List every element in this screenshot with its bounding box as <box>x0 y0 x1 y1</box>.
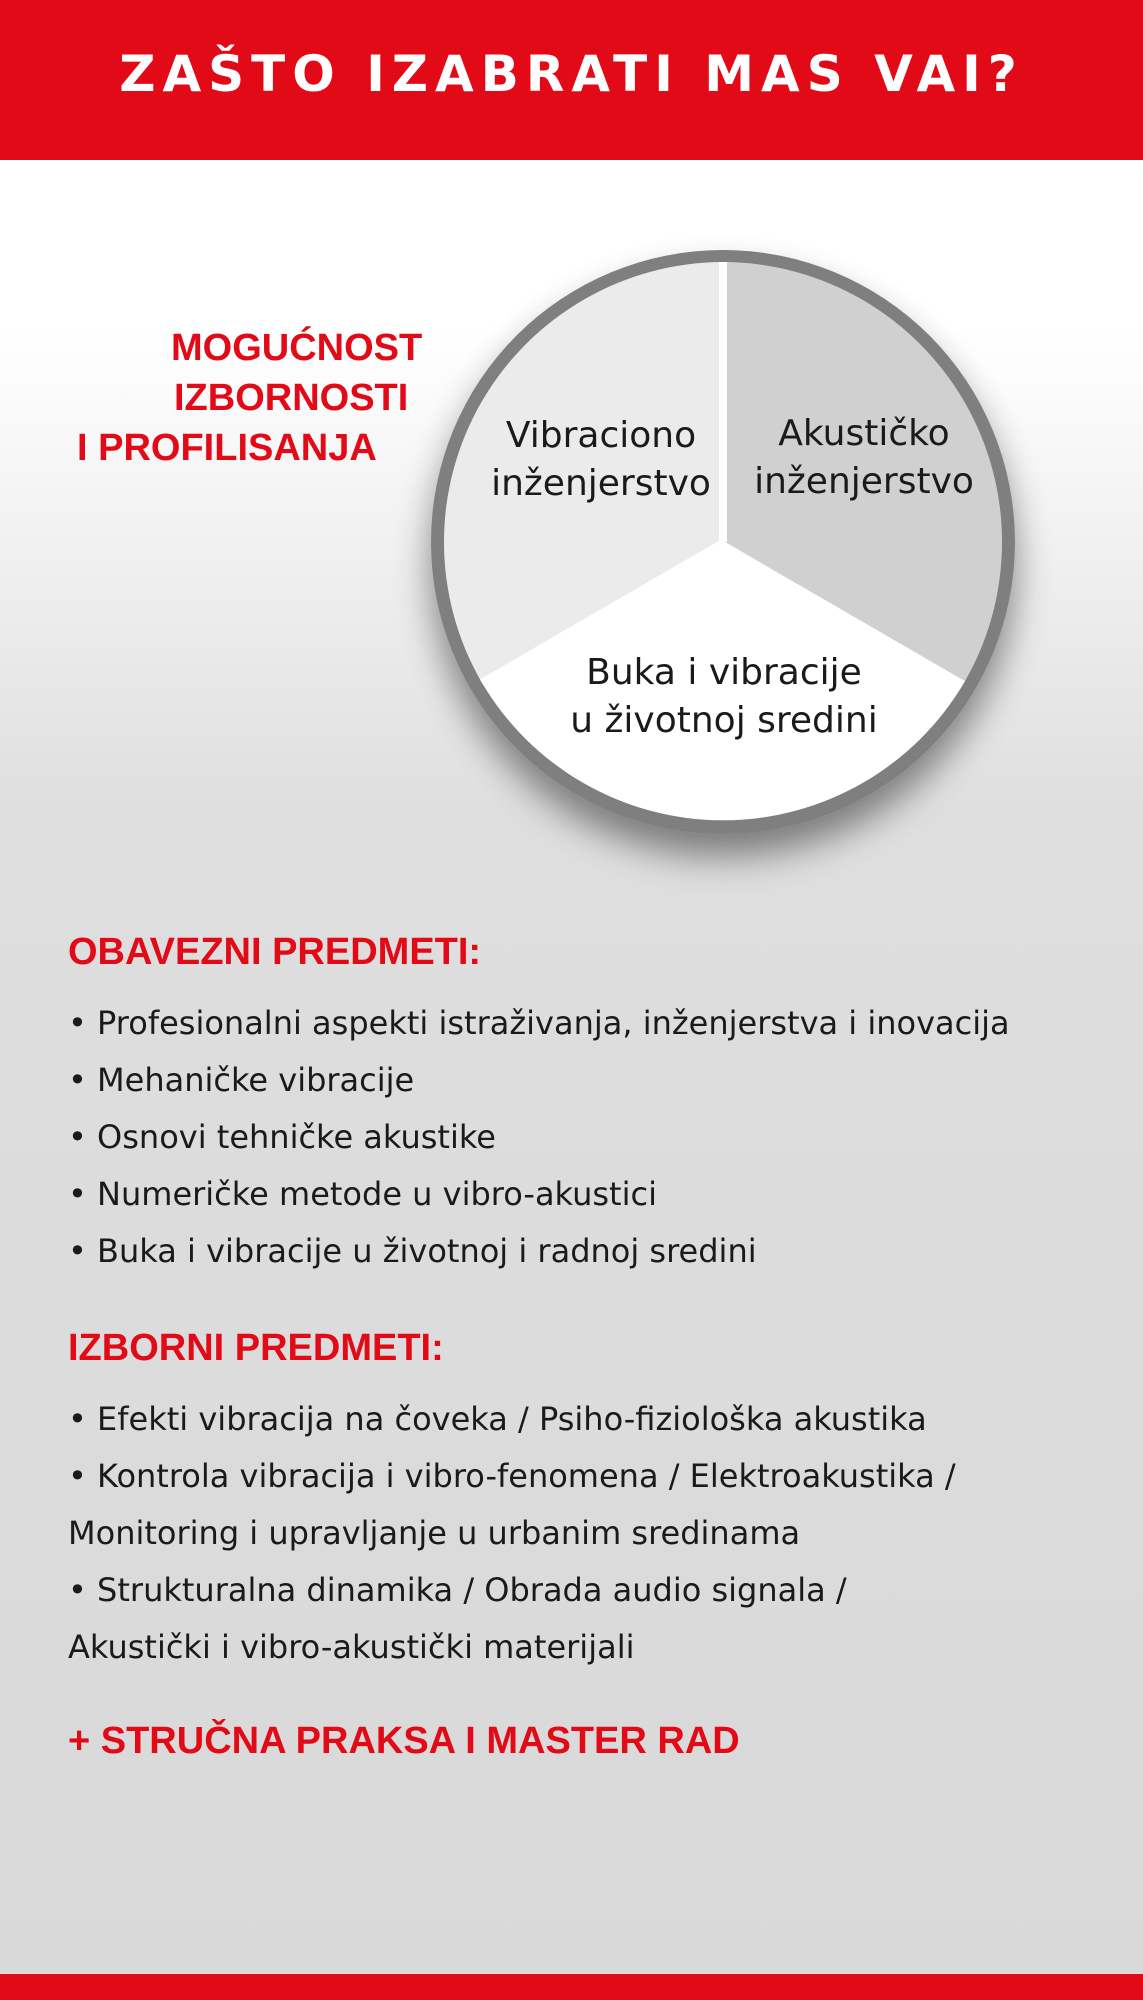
segment-label-akusticko-2: inženjerstvo <box>754 461 974 502</box>
profile-heading-line-2: IZBORNOSTI <box>174 377 409 419</box>
elective-course-item: • Kontrola vibracija i vibro-fenomena / Elektroakustika / <box>68 1457 956 1495</box>
mandatory-course-item: • Buka i vibracije u životnoj i radnoj sredini <box>68 1232 757 1270</box>
page-title: ZAŠTO IZABRATI MAS VAI? <box>119 45 1024 103</box>
segment-label-akusticko-1: Akustičko <box>778 413 950 454</box>
profile-heading-line-3: I PROFILISANJA <box>77 427 377 469</box>
mandatory-course-item: • Mehaničke vibracije <box>68 1061 415 1099</box>
profile-heading-line-1: MOGUĆNOST <box>171 327 423 369</box>
elective-course-item: Monitoring i upravljanje u urbanim sredinama <box>68 1514 801 1552</box>
mandatory-course-item: • Profesionalni aspekti istraživanja, inženjerstva i inovacija <box>68 1004 1010 1042</box>
mandatory-courses-heading: OBAVEZNI PREDMETI: <box>68 931 482 973</box>
footer-bar <box>0 1974 1143 2000</box>
profile-wheel <box>0 0 1143 900</box>
segment-label-vibraciono-2: inženjerstvo <box>491 463 711 504</box>
segment-label-vibraciono-1: Vibraciono <box>505 415 697 456</box>
segment-label-buka-1: Buka i vibracije <box>586 652 862 693</box>
elective-courses-heading: IZBORNI PREDMETI: <box>68 1327 444 1369</box>
elective-course-item: • Efekti vibracija na čoveka / Psiho-fiziološka akustika <box>68 1400 927 1438</box>
elective-course-item: • Strukturalna dinamika / Obrada audio signala / <box>68 1571 847 1609</box>
internship-thesis-note: + STRUČNA PRAKSA I MASTER RAD <box>68 1720 740 1762</box>
mandatory-course-item: • Osnovi tehničke akustike <box>68 1118 496 1156</box>
segment-label-buka-2: u životnoj sredini <box>570 700 878 741</box>
mandatory-course-item: • Numeričke metode u vibro-akustici <box>68 1175 657 1213</box>
elective-course-item: Akustički i vibro-akustički materijali <box>68 1628 635 1666</box>
